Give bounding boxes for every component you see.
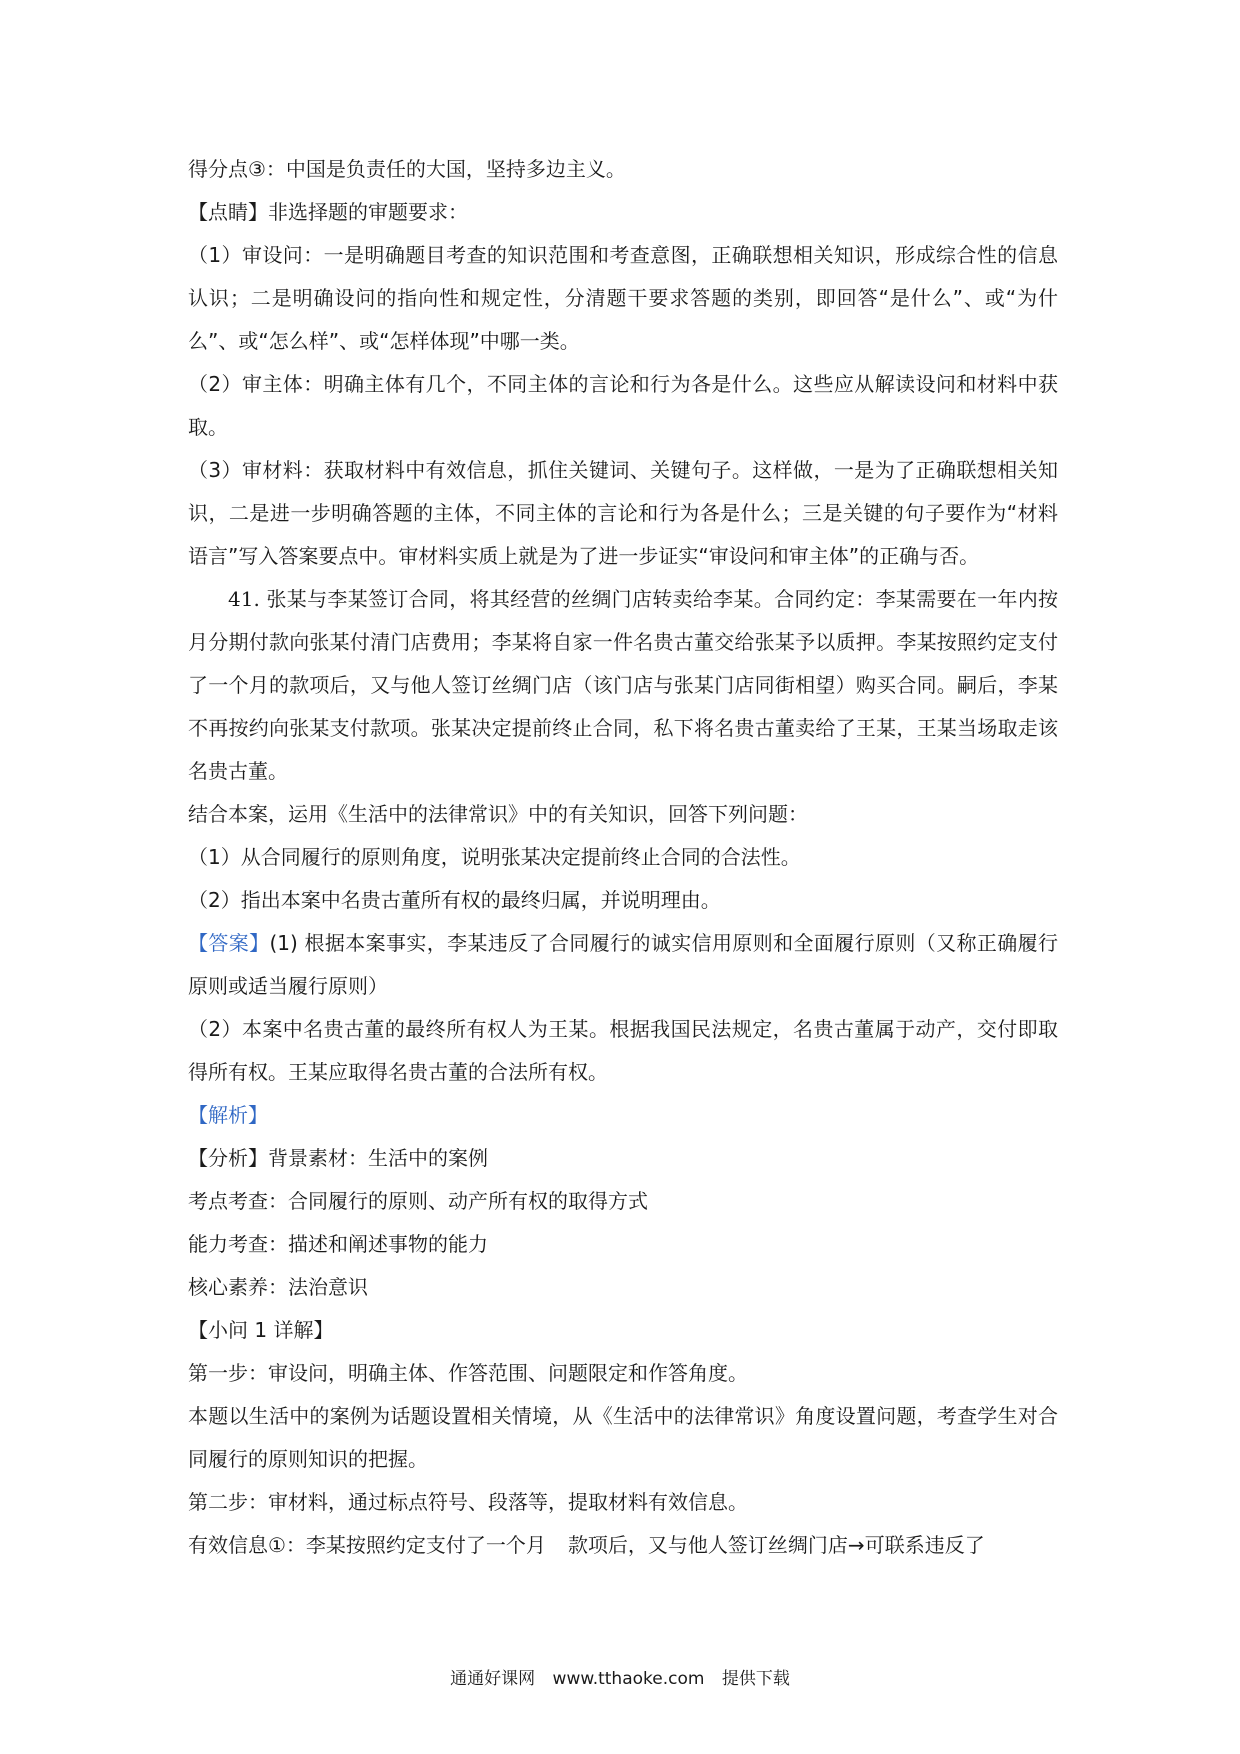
analysis-tag: 【解析】	[188, 1103, 268, 1127]
question-prompt: 结合本案，运用《生活中的法律常识》中的有关知识，回答下列问题：	[188, 802, 808, 826]
page-footer	[0, 1664, 1240, 1689]
analysis-knowledge: 考点考查：合同履行的原则、动产所有权的取得方式	[188, 1189, 648, 1213]
answer-2: （2）本案中名贵古董的最终所有权人为王某。根据我国民法规定，名贵古董属于动产，交付即取得所有权。王某应取得名贵古董的合法所有权。	[188, 1017, 1058, 1084]
effective-info-1-part-a: 有效信息①：李某按照约定支付了一个月	[188, 1533, 546, 1557]
score-point-3: 得分点③：中国是负责任的大国，坚持多边主义。	[188, 157, 626, 181]
tips-heading: 【点睛】非选择题的审题要求：	[188, 200, 468, 224]
sub-question-1: （1）从合同履行的原则角度，说明张某决定提前终止合同的合法性。	[188, 845, 801, 869]
question-number: 41.	[228, 587, 260, 611]
footer-site-name: 通通好课网	[450, 1669, 536, 1689]
footer-url: www.tthaoke.com	[552, 1669, 705, 1689]
analysis-literacy: 核心素养：法治意识	[188, 1275, 368, 1299]
effective-info-1-part-b: 款项后，又与他人签订丝绸门店→可联系违反了	[567, 1533, 985, 1557]
question-41	[188, 578, 1058, 793]
analysis-background: 【分析】背景素材：生活中的案例	[188, 1146, 488, 1170]
answer-tag: 【答案】	[188, 931, 270, 955]
answer-1-text: (1) 根据本案事实，李某违反了合同履行的诚实信用原则和全面履行原则（又称正确履行原则或适当履行原则）	[188, 931, 1059, 998]
question-text: 张某与李某签订合同，将其经营的丝绸门店转卖给李某。合同约定：李某需要在一年内按月分期付款向张某付清门店费用；李某将自家一件名贵古董交给张某予以质押。李某按照约定支付了一个月的款项后，又与他人签订丝绸门店（该门店与张某门店同街相望）购买合同。嗣后，李某不再按约向张某支付款项。张某决定提前终止合同，私下将名贵古董卖给了王某，王某当场取走该名贵古董。	[188, 587, 1059, 783]
tips-item-1: （1）审设问：一是明确题目考查的知识范围和考查意图，正确联想相关知识，形成综合性的信息认识；二是明确设问的指向性和规定性，分清题干要求答题的类别，即回答“是什么”、或“为什么”、或“怎么样”、或“怎样体现”中哪一类。	[188, 243, 1058, 353]
step-1: 第一步：审设问，明确主体、作答范围、问题限定和作答角度。	[188, 1361, 748, 1385]
tips-item-2: （2）审主体：明确主体有几个，不同主体的言论和行为各是什么。这些应从解读设问和材料中获取。	[188, 372, 1058, 439]
tips-item-3: （3）审材料：获取材料中有效信息，抓住关键词、关键句子。这样做，一是为了正确联想相关知识，二是进一步明确答题的主体，不同主体的言论和行为各是什么；三是关键的句子要作为“材料语言”写入答案要点中。审材料实质上就是为了进一步证实“审设问和审主体”的正确与否。	[188, 458, 1058, 568]
footer-note: 提供下载	[721, 1669, 790, 1689]
analysis-ability: 能力考查：描述和阐述事物的能力	[188, 1232, 488, 1256]
answer-1	[188, 922, 1058, 1008]
effective-info-1	[188, 1524, 1058, 1567]
subquestion-1-detail-heading: 【小问 1 详解】	[188, 1318, 334, 1342]
analysis-heading	[188, 1094, 1058, 1137]
step-2: 第二步：审材料，通过标点符号、段落等，提取材料有效信息。	[188, 1490, 748, 1514]
step-1-explanation: 本题以生活中的案例为话题设置相关情境，从《生活中的法律常识》角度设置问题，考查学生对合同履行的原则知识的把握。	[188, 1404, 1058, 1471]
document-body	[188, 148, 1058, 1567]
sub-question-2: （2）指出本案中名贵古董所有权的最终归属，并说明理由。	[188, 888, 721, 912]
